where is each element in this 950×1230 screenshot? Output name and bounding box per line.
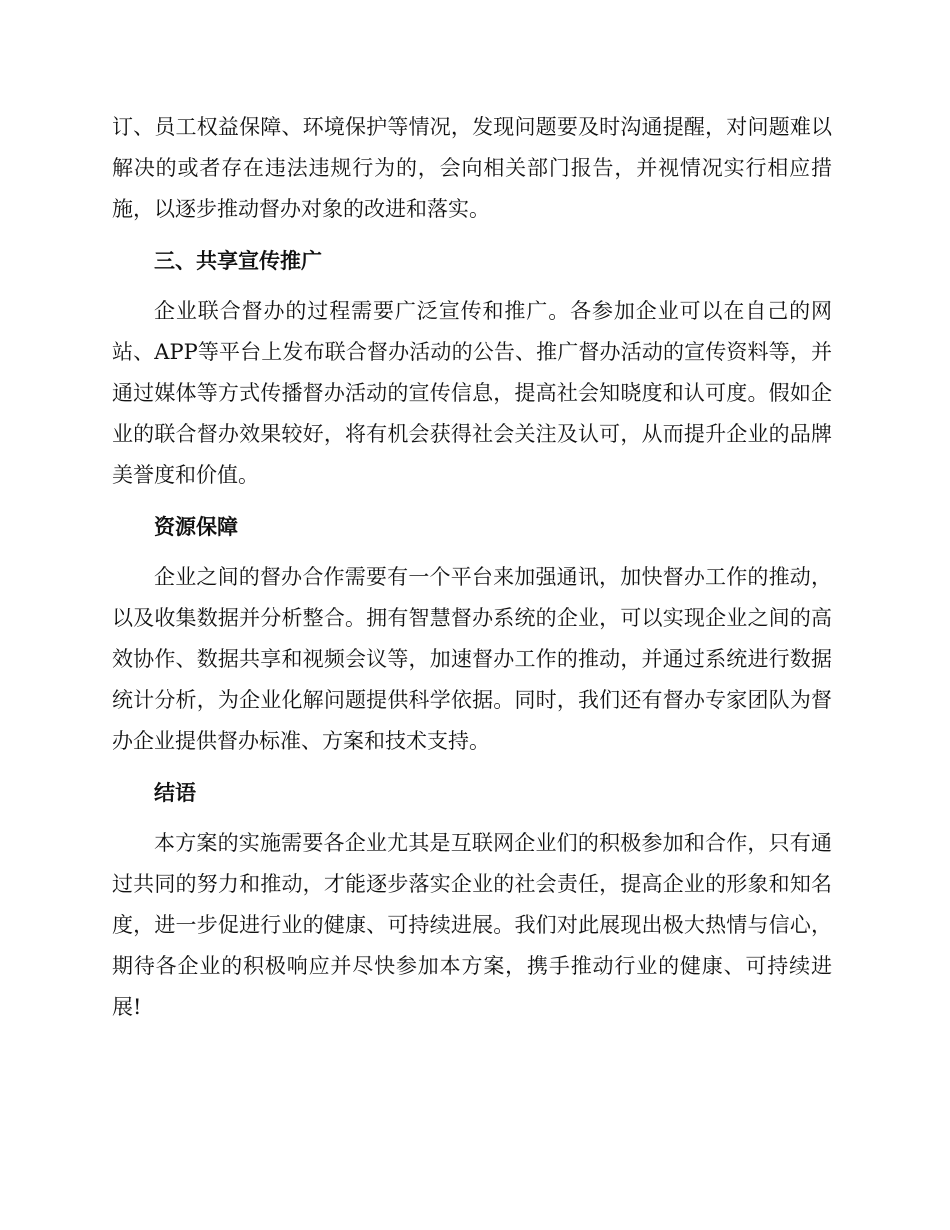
section-heading-conclusion: 结语: [154, 780, 196, 805]
paragraph-promotion: 企业联合督办的过程需要广泛宣传和推广。各参加企业可以在自己的网站、APP等平台上发布联合督办活动的公告、推广督办活动的宣传资料等，并通过媒体等方式传播督办活动的宣传信息，提高社会知晓度和认可度。假如企业的联合督办效果较好，将有机会获得社会关注及认可，从而提升企业的品牌美誉度和价值。: [112, 299, 832, 487]
section-heading-share-promotion: 三、共享宣传推广: [154, 248, 322, 273]
paragraph-resources: 企业之间的督办合作需要有一个平台来加强通讯，加快督办工作的推动，以及收集数据并分析整合。拥有智慧督办系统的企业，可以实现企业之间的高效协作、数据共享和视频会议等，加速督办工作的推动，并通过系统进行数据统计分析，为企业化解问题提供科学依据。同时，我们还有督办专家团队为督办企业提供督办标准、方案和技术支持。: [112, 565, 832, 753]
section-heading-resources: 资源保障: [154, 514, 238, 539]
paragraph-continuation: 订、员工权益保障、环境保护等情况，发现问题要及时沟通提醒，对问题难以解决的或者存在违法违规行为的，会向相关部门报告，并视情况实行相应措施，以逐步推动督办对象的改进和落实。: [112, 115, 832, 221]
paragraph-conclusion: 本方案的实施需要各企业尤其是互联网企业们的积极参加和合作，只有通过共同的努力和推动，才能逐步落实企业的社会责任，提高企业的形象和知名度，进一步促进行业的健康、可持续进展。我们对此展现出极大热情与信心，期待各企业的积极响应并尽快参加本方案，携手推动行业的健康、可持续进展!: [112, 831, 832, 1019]
document-body: [112, 107, 832, 1038]
